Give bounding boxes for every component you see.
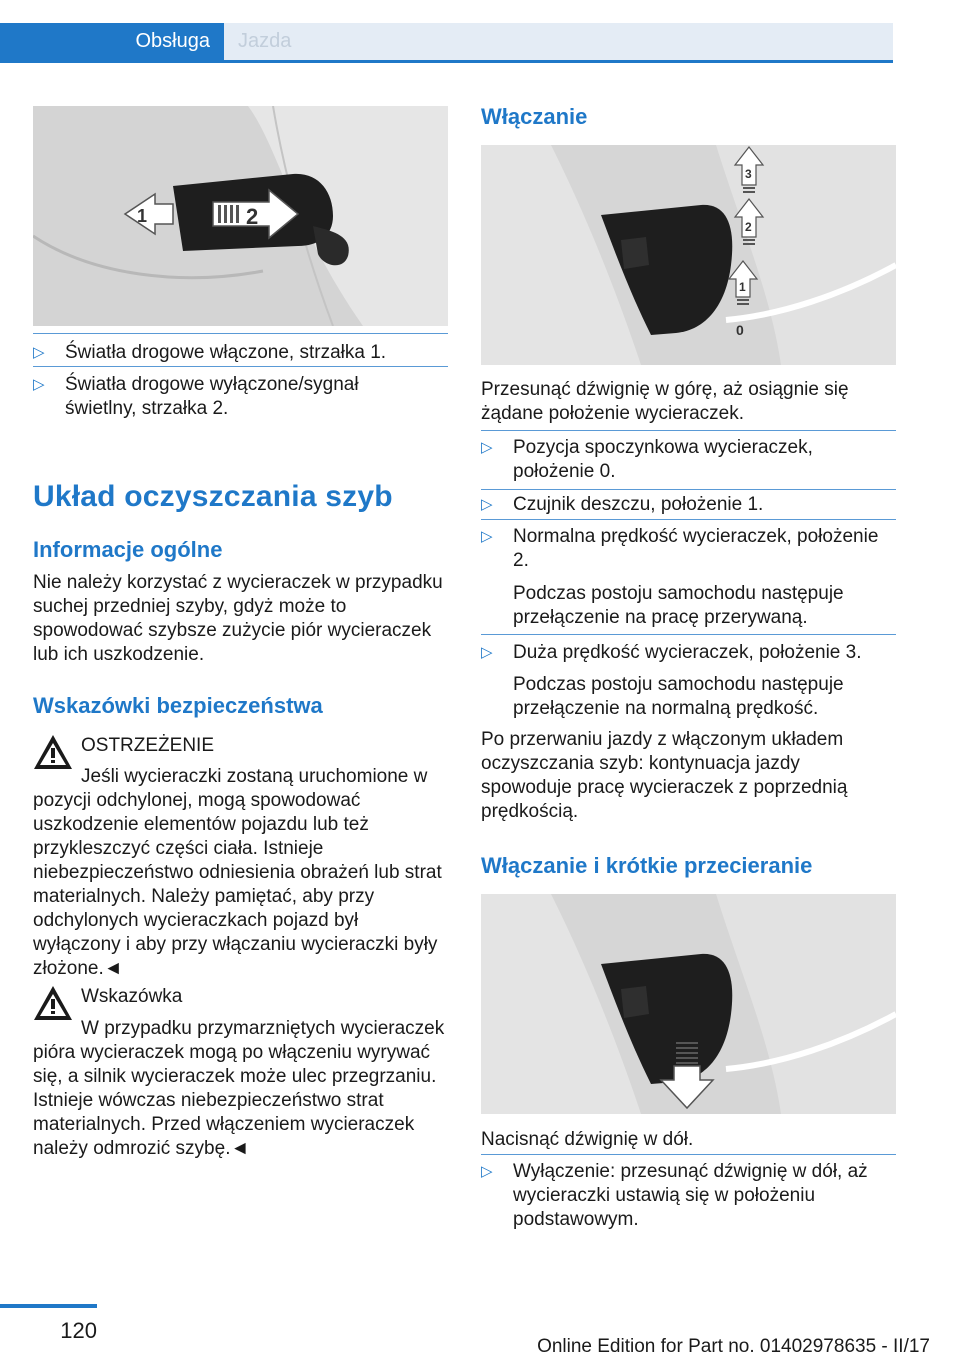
bullet-triangle-icon: ▷	[481, 1163, 493, 1180]
general-info-heading: Informacje ogólne	[33, 537, 223, 562]
wiper-positions-figure	[481, 145, 896, 365]
list-item: ▷ Wyłączenie: przesunąć dźwignię w dół, aż wycieraczki ustawią się w położeniu podstawowym.	[481, 1161, 868, 1230]
safety-heading: Wskazówki bezpieczeństwa	[33, 693, 323, 718]
list-item: ▷ Czujnik deszczu, położenie 1.	[481, 494, 764, 515]
warning-label: OSTRZEŻENIE	[81, 735, 215, 756]
press-down-text: Nacisnąć dźwignię w dół.	[481, 1129, 694, 1150]
tab-obsluga[interactable]: Obsługa	[0, 23, 224, 60]
page-number: 120	[60, 1318, 97, 1343]
arrow-2-label: 2	[246, 204, 259, 229]
section-title: Układ oczyszczania szyb	[33, 480, 393, 513]
high-beam-lever-figure	[33, 106, 448, 326]
figure-caption-rule	[33, 333, 448, 334]
edition-text: Online Edition for Part no. 01402978635 - II/17	[537, 1336, 930, 1357]
list-item: ▷ Światła drogowe wyłączone/sygnał świetlny, strzałka 2.	[33, 374, 359, 419]
brief-wipe-figure	[481, 894, 896, 1114]
notice-text: W przypadku przymarzniętych wycieraczek pióra wycieraczek mogą po włączeniu wyrywać się, a silnik wycieraczek może ulec przegrzaniu. Istnieje wówczas niebezpieczeństwo strat materialnych. Przed włączeniem wycieraczek należy odmrozić szybę.◄	[33, 1018, 445, 1159]
position-1-label: 1	[739, 280, 746, 294]
bullet-divider	[481, 489, 896, 490]
bullet-divider	[481, 1154, 896, 1155]
header-divider	[0, 60, 893, 63]
bullet-triangle-icon: ▷	[481, 528, 493, 545]
list-item: ▷ Światła drogowe włączone, strzałka 1.	[33, 342, 387, 363]
position-0-label: 0	[736, 322, 744, 338]
position-2-label: 2	[745, 220, 752, 234]
bullet-triangle-icon: ▷	[481, 644, 493, 661]
interrupt-text: Po przerwaniu jazdy z włączonym układem oczyszczania szyb: kontynuacja jazdy spowoduje pracę wycieraczek z poprzednią prędkością.	[481, 729, 848, 822]
footer-accent-line	[0, 1304, 97, 1308]
notice-label: Wskazówka	[81, 986, 183, 1007]
tab-jazda[interactable]: Jazda	[224, 23, 893, 60]
position-3-label: 3	[745, 167, 752, 181]
bullet-triangle-icon: ▷	[33, 376, 45, 393]
bullet-divider	[481, 634, 896, 635]
arrow-1-label: 1	[137, 206, 148, 226]
header-tabbar	[0, 0, 893, 62]
list-item: ▷ Duża prędkość wycieraczek, położenie 3. Podczas postoju samochodu następuje przełączenie na normalną prędkość.	[481, 642, 862, 719]
list-item: ▷ Pozycja spoczynkowa wycieraczek, położenie 0.	[481, 437, 813, 482]
list-item: ▷ Normalna prędkość wycieraczek, położenie 2. Podczas postoju samochodu następuje przełączenie na pracę przerywaną.	[481, 526, 879, 628]
bullet-divider	[33, 366, 448, 367]
switch-on-text: Przesunąć dźwignię w górę, aż osiągnie się żądane położenie wycieraczek.	[481, 379, 849, 424]
brief-wipe-heading: Włączanie i krótkie przecieranie	[481, 853, 813, 878]
switch-on-heading: Włączanie	[481, 104, 588, 129]
bullet-divider	[481, 430, 896, 431]
bullet-triangle-icon: ▷	[481, 439, 493, 456]
bullet-divider	[481, 519, 896, 520]
warning-text: Jeśli wycieraczki zostaną uruchomione w pozycji odchylonej, mogą spowodować uszkodzenie elementów pojazdu lub też przykleszczyć części ciała. Istnieje niebezpieczeństwo odniesienia obrażeń lub strat materialnych. Należy pamiętać, aby przy odchylonych wycieraczkach pojazd był wyłączony i aby przy włączaniu wycieraczki były złożone.◄	[33, 766, 442, 979]
bullet-triangle-icon: ▷	[33, 344, 45, 361]
bullet-triangle-icon: ▷	[481, 496, 493, 513]
general-info-text: Nie należy korzystać z wycieraczek w przypadku suchej przedniej szyby, gdyż może to spowodować szybsze zużycie piór wycieraczek lub ich uszkodzenie.	[33, 572, 443, 665]
notice-triangle-icon	[33, 985, 73, 1021]
